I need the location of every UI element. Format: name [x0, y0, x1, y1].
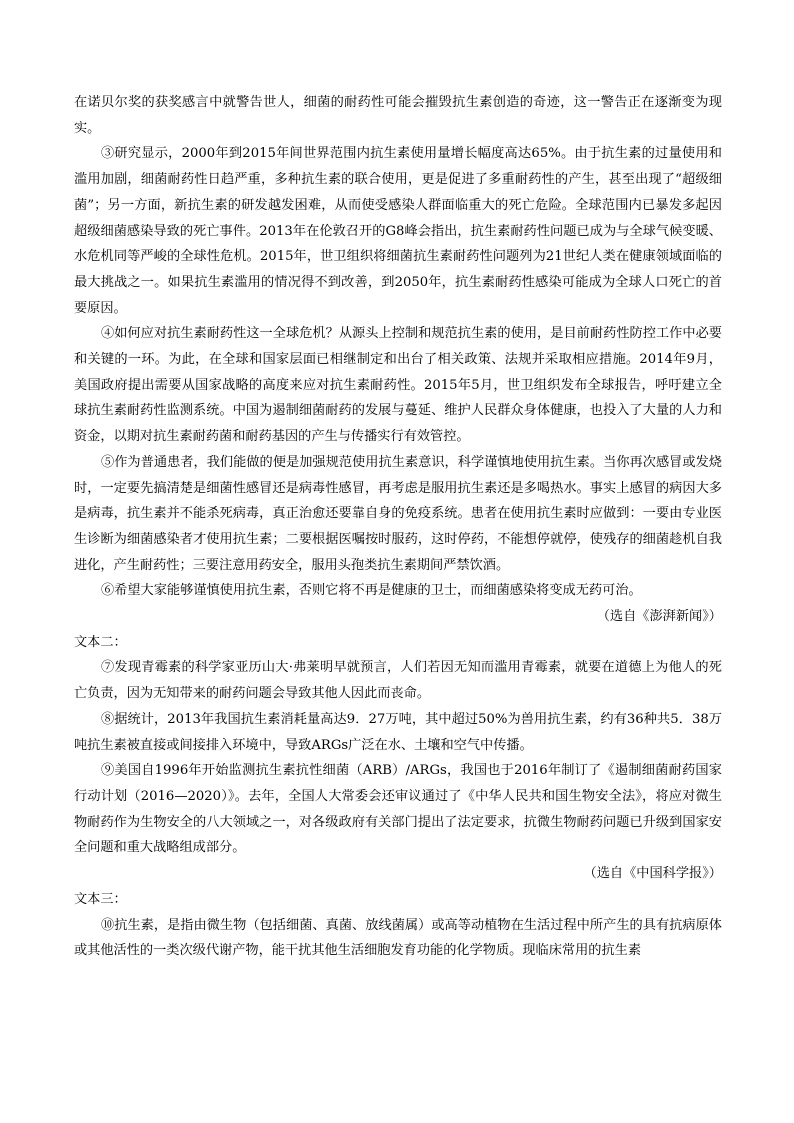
- paragraph-4: ④如何应对抗生素耐药性这一全球危机？从源头上控制和规范抗生素的使用，是目前耐药性防控工作中必要和关键的一环。为此，在全球和国家层面已相继制定和出台了相关政策、法规并采取相应措施。2014年9月，美国政府提出需要从国家战略的高度来应对抗生素耐药性。2015年5月，世卫组织发布全球报告，呼吁建立全球抗生素耐药性监测系统。中国为遏制细菌耐药的发展与蔓延、维护人民群众身体健康，也投入了大量的人力和资金，以期对抗生素耐药菌和耐药基因的产生与传播实行有效管控。: [74, 326, 722, 445]
- paragraph-intro-tail: 在诺贝尔奖的获奖感言中就警告世人，细菌的耐药性可能会摧毁抗生素创造的奇迹，这一警告正在逐渐变为现实。: [74, 95, 722, 136]
- paragraph-7: ⑦发现青霉素的科学家亚历山大·弗莱明早就预言，人们若因无知而滥用青霉素，就要在道德上为他人的死亡负责，因为无知带来的耐药问题会导致其他人因此而丧命。: [74, 660, 722, 702]
- paragraph-5: ⑤作为普通患者，我们能做的便是加强规范使用抗生素意识，科学谨慎地使用抗生素。当你再次感冒或发烧时，一定要先搞清楚是细菌性感冒还是病毒性感冒，再考虑是服用抗生素还是多喝热水。事实上感冒的病因大多是病毒，抗生素并不能杀死病毒，真正治愈还要靠自身的免疫系统。患者在使用抗生素时应做到：一要由专业医生诊断为细菌感染者才使用抗生素；二要根据医嘱按时服药，这时停药，不能想停就停，使残存的细菌趁机自我进化，产生耐药性；三要注意用药安全，服用头孢类抗生素期间严禁饮酒。: [74, 454, 722, 573]
- paragraph-10: ⑩抗生素，是指由微生物（包括细菌、真菌、放线菌属）或高等动植物在生活过程中所产生的具有抗病原体或其他活性的一类次级代谢产物，能干扰其他生活细胞发育功能的化学物质。现临床常用的抗生素: [74, 917, 722, 959]
- section-label-text-3: 文本三：: [74, 891, 127, 907]
- paragraph-6: ⑥希望大家能够谨慎使用抗生素，否则它将不再是健康的卫士，而细菌感染将变成无药可治。: [101, 583, 642, 599]
- paragraph-3: ③研究显示，2000年到2015年间世界范围内抗生素使用量增长幅度高达65%。由于抗生素的过量使用和滥用加剧，细菌耐药性日趋严重，多种抗生素的联合使用，更是促进了多重耐药性的产生，甚至出现了“超级细菌”；另一方面，新抗生素的研发越发困难，从而使受感染人群面临重大的死亡危险。全球范围内已暴发多起因超级细菌感染导致的死亡事件。2013年在伦敦召开的G8峰会指出，抗生素耐药性问题已成为与全球气候变暖、水危机同等严峻的全球性危机。2015年，世卫组织将细菌抗生素耐药性问题列为21世纪人类在健康领域面临的最大挑战之一。如果抗生素滥用的情况得不到改善，到2050年，抗生素耐药性感染可能成为全球人口死亡的首要原因。: [74, 146, 722, 316]
- source-citation-2: （选自《中国科学报》）: [583, 866, 722, 882]
- paragraph-8: ⑧据统计，2013年我国抗生素消耗量高达9．27万吨，其中超过50%为兽用抗生素，约有36种共5．38万吨抗生素被直接或间接排入环境中，导致ARGs广泛在水、土壤和空气中传播。: [74, 711, 722, 753]
- document-body: [74, 90, 722, 964]
- source-citation-1: （选自《澎湃新闻》）: [596, 609, 722, 625]
- section-label-text-2: 文本二：: [74, 634, 127, 650]
- paragraph-9: ⑨美国自1996年开始监测抗生素抗性细菌（ARB）/ARGs，我国也于2016年制订了《遏制细菌耐药国家行动计划（2016—2020）》。去年，全国人大常委会还审议通过了《中华人民共和国生物安全法》，将应对微生物耐药作为生物安全的八大领域之一，对各级政府有关部门提出了法定要求，抗微生物耐药问题已升级到国家安全问题和重大战略组成部分。: [74, 763, 722, 856]
